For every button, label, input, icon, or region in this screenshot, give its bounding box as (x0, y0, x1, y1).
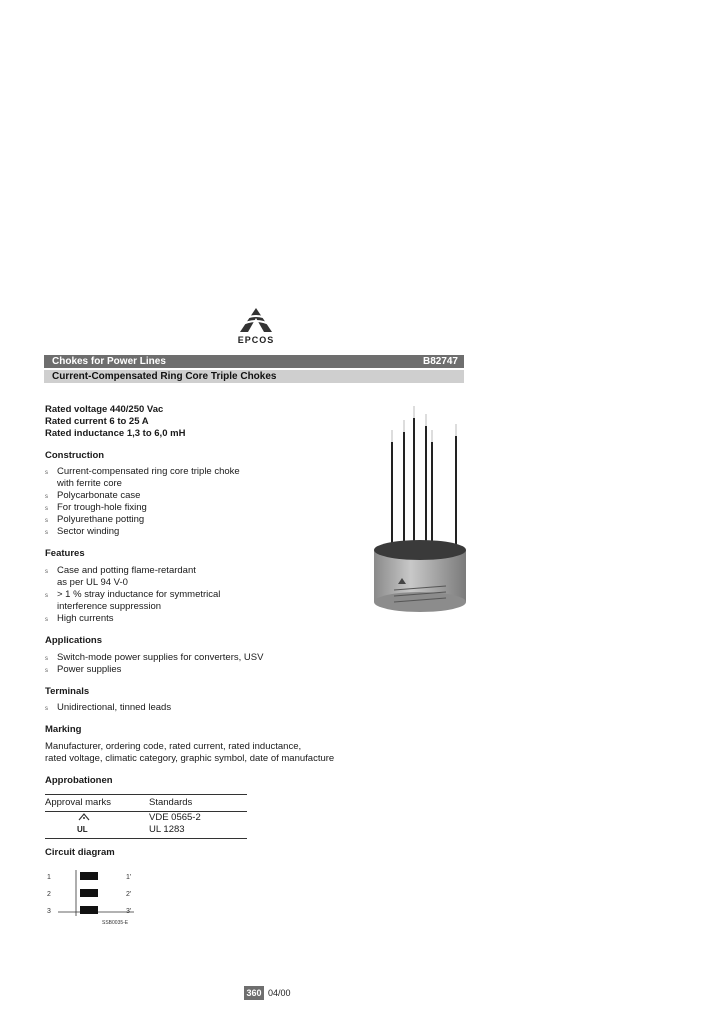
winding-2 (80, 889, 98, 897)
col-standards: Standards (149, 797, 193, 808)
divider (45, 794, 247, 795)
circuit-ref: SSB0035-E (102, 920, 129, 926)
bullet-icon: s (45, 470, 48, 476)
winding-1 (80, 872, 98, 880)
subtitle-bar (44, 370, 464, 383)
bullet-icon: s (45, 668, 48, 674)
pin-right-1: 1' (126, 874, 132, 881)
rated-voltage: Rated voltage 440/250 Vac (45, 404, 164, 415)
list-item: s Unidirectional, tinned leads (45, 702, 172, 713)
product-photo (370, 400, 470, 620)
rated-inductance: Rated inductance 1,3 to 6,0 mH (45, 428, 186, 439)
marking-line-1: Manufacturer, ordering code, rated current, rated inductance, (45, 741, 302, 752)
pin-right-3: 3' (126, 908, 132, 915)
category-bar (44, 355, 464, 368)
circuit-heading: Circuit diagram (45, 847, 115, 858)
table-header-row (45, 797, 247, 809)
construction-list (45, 466, 240, 538)
construction-heading: Construction (45, 450, 105, 461)
list-item: s Polycarbonate case (45, 490, 141, 501)
table-row (45, 824, 247, 836)
marking-line-2: rated voltage, climatic category, graphic symbol, date of manufacture (45, 753, 335, 764)
pin-left-2: 2 (47, 891, 51, 898)
circuit-diagram (44, 868, 144, 926)
terminals-list (45, 702, 171, 714)
bullet-icon: s (45, 706, 48, 712)
logo-text: EPCOS (237, 335, 275, 345)
bullet-icon: s (45, 569, 48, 575)
ul-mark-icon: UL (77, 825, 88, 834)
table-row (45, 812, 247, 824)
list-item-cont: with ferrite core (57, 478, 122, 489)
applications-list (45, 652, 263, 676)
bullet-icon: s (45, 494, 48, 500)
list-item: s For trough-hole fixing (45, 502, 147, 513)
list-item: s Current-compensated ring core triple choke (45, 466, 240, 477)
list-item: s Polyurethane potting (45, 514, 145, 525)
approval-table (45, 794, 247, 839)
bullet-icon: s (45, 656, 48, 662)
list-item: s > 1 % stray inductance for symmetrical (45, 589, 221, 600)
terminals-heading: Terminals (45, 686, 90, 697)
divider (45, 838, 247, 839)
list-item: s Sector winding (45, 526, 120, 537)
bullet-icon: s (45, 593, 48, 599)
list-item: s High currents (45, 613, 114, 624)
list-item-cont: as per UL 94 V-0 (57, 577, 128, 588)
list-item: s Case and potting flame-retardant (45, 565, 196, 576)
bullet-icon: s (45, 518, 48, 524)
approbationen-heading: Approbationen (45, 775, 113, 786)
bullet-icon: s (45, 617, 48, 623)
list-item: s Power supplies (45, 664, 122, 675)
marking-heading: Marking (45, 724, 82, 735)
pin-right-2: 2' (126, 891, 132, 898)
epcos-logo (228, 306, 284, 348)
list-item: s Switch-mode power supplies for converters, USV (45, 652, 264, 663)
category-title: Chokes for Power Lines (52, 356, 166, 367)
page-number: 360 (244, 986, 264, 1000)
edition-date: 04/00 (268, 988, 291, 998)
pin-left-3: 3 (47, 908, 51, 915)
winding-3 (80, 906, 98, 914)
rated-current: Rated current 6 to 25 A (45, 416, 149, 427)
standard-ul: UL 1283 (149, 824, 185, 835)
pin-left-1: 1 (47, 874, 51, 881)
list-item-cont: interference suppression (57, 601, 162, 612)
features-heading: Features (45, 548, 85, 559)
bullet-icon: s (45, 530, 48, 536)
applications-heading: Applications (45, 635, 103, 646)
subtitle: Current-Compensated Ring Core Triple Chokes (52, 371, 277, 382)
bullet-icon: s (45, 506, 48, 512)
product-code: B82747 (422, 356, 458, 367)
standard-vde: VDE 0565-2 (149, 812, 201, 823)
col-approval-marks: Approval marks (45, 797, 111, 808)
epcos-logo-icon (238, 306, 274, 334)
features-list (45, 565, 220, 625)
